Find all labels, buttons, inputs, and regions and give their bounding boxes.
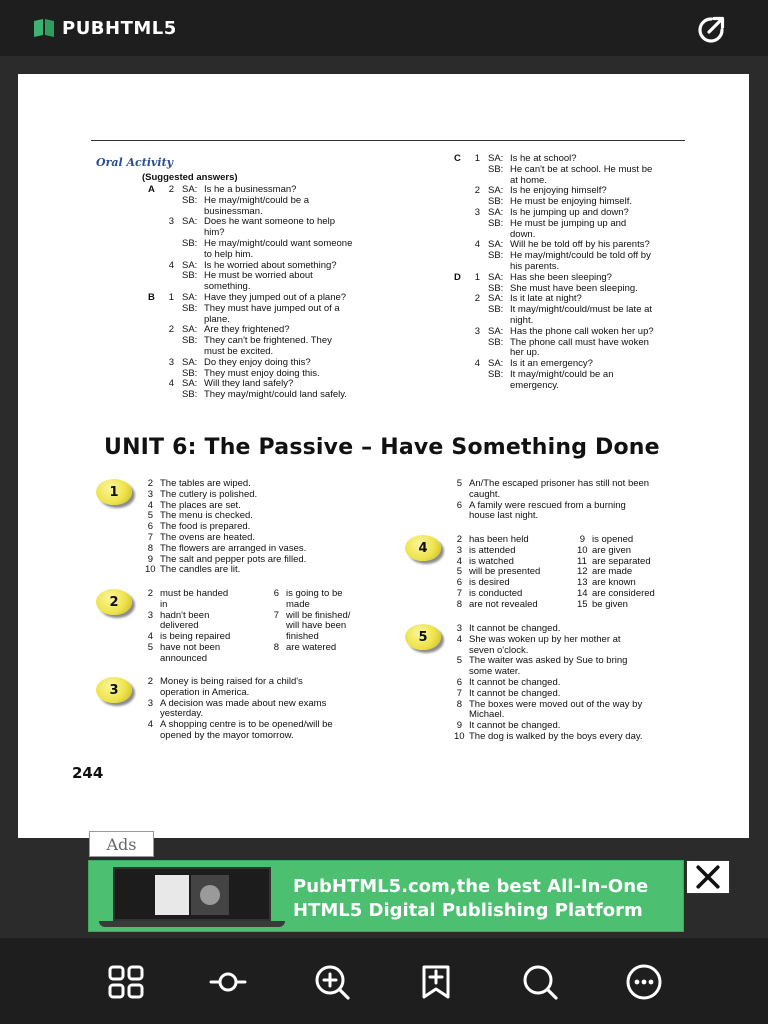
close-icon[interactable] <box>686 860 730 894</box>
oral-left-column <box>148 185 388 401</box>
answer-text: are considered <box>592 587 655 599</box>
speaker: SA: <box>182 216 198 228</box>
dialogue-text: emergency. <box>510 379 559 391</box>
answer-text: is conducted <box>469 587 523 599</box>
answer-text: is going to be <box>286 588 343 599</box>
answer-text: The boxes were moved out of the way by <box>469 698 643 710</box>
answer-text: will be presented <box>469 566 541 578</box>
bookmark-add-icon[interactable] <box>416 962 456 1002</box>
top-bar <box>0 0 768 56</box>
answer-line <box>454 635 704 646</box>
answer-text: opened by the mayor tomorrow. <box>160 729 294 741</box>
answer-number: 8 <box>273 641 279 653</box>
answer-text: will have been <box>286 620 347 632</box>
answer-text: It cannot be changed. <box>469 676 561 688</box>
dialogue-line <box>454 305 704 316</box>
dialogue-line <box>454 338 704 349</box>
dialogue-line <box>454 381 704 392</box>
dialogue-text: The phone call must have woken <box>510 336 649 348</box>
answer-text: is watched <box>469 555 514 567</box>
dialogue-text: at home. <box>510 174 547 186</box>
dialogue-text: Is he worried about something? <box>204 259 337 271</box>
dialogue-text: Is he enjoying himself? <box>510 185 607 197</box>
dialogue-text: He may/might/could be a <box>204 194 310 206</box>
answer-text: It cannot be changed. <box>469 687 561 699</box>
speaker: SA: <box>488 293 504 305</box>
dialogue-text: He must be jumping up and <box>510 217 627 229</box>
answer-number: 3 <box>147 697 153 709</box>
answer-text: is desired <box>469 577 510 589</box>
answer-text: are separated <box>592 555 651 567</box>
exercise-4-badge: 4 <box>405 535 441 561</box>
speaker: SA: <box>182 184 198 195</box>
answer-text: house last night. <box>469 510 539 522</box>
answer-text: The menu is checked. <box>160 510 253 522</box>
answer-text: has been held <box>469 534 529 545</box>
answer-text: will be finished/ <box>286 609 351 621</box>
answer-number: 5 <box>456 478 462 489</box>
answer-text: must be handed <box>160 588 229 599</box>
speaker: SB: <box>182 194 198 206</box>
dialogue-text: He may/might/could be told off by <box>510 250 651 262</box>
dialogue-text: He must be enjoying himself. <box>510 196 632 208</box>
answer-number: 13 <box>577 577 588 589</box>
answer-line <box>454 689 704 700</box>
answer-text: is being repaired <box>160 631 231 643</box>
item-number: 2 <box>474 185 480 197</box>
answer-text: are given <box>592 544 632 556</box>
answer-text: finished <box>286 631 319 643</box>
dialogue-text: Are they frightened? <box>204 324 290 336</box>
speaker: SB: <box>488 282 504 294</box>
item-number: 3 <box>474 206 480 218</box>
answer-number: 2 <box>147 588 153 599</box>
slider-icon[interactable] <box>208 962 248 1002</box>
answer-text: The candles are lit. <box>160 564 241 576</box>
section-letter: C <box>454 153 461 164</box>
answer-text: operation in America. <box>160 686 250 698</box>
dialogue-line <box>454 251 704 262</box>
answer-number: 9 <box>147 553 153 565</box>
answer-text: seven o'clock. <box>469 644 529 656</box>
speaker: SB: <box>182 302 198 314</box>
oral-activity-title: Oral Activity <box>96 156 174 169</box>
dialogue-text: Has the phone call woken her up? <box>510 325 654 337</box>
answer-number: 10 <box>577 544 588 556</box>
exercise-5-badge: 5 <box>405 624 441 650</box>
answer-number: 5 <box>147 641 153 653</box>
answer-line <box>454 490 704 501</box>
dialogue-text: down. <box>510 228 536 240</box>
answer-text: A family were rescued from a burning <box>469 499 626 511</box>
speaker: SA: <box>182 259 198 271</box>
speaker: SA: <box>488 185 504 197</box>
answer-text: The cutlery is polished. <box>160 488 258 500</box>
answer-text: caught. <box>469 488 501 500</box>
answer-text: Michael. <box>469 709 505 721</box>
exercise-1-continued <box>454 479 704 522</box>
dialogue-line <box>454 370 704 381</box>
dialogue-text: Is it late at night? <box>510 293 582 305</box>
speaker: SB: <box>182 237 198 249</box>
ad-line-1: PubHTML5.com,the best All-In-One <box>293 876 649 897</box>
answer-number: 2 <box>147 478 153 489</box>
bottom-toolbar <box>0 938 768 1024</box>
dialogue-text: night. <box>510 314 534 326</box>
answer-number: 5 <box>456 566 462 578</box>
dialogue-line <box>148 196 388 207</box>
answer-text: be given <box>592 598 628 610</box>
section-letter: A <box>148 184 155 195</box>
answer-number: 7 <box>456 687 462 699</box>
answer-number: 8 <box>147 542 153 554</box>
answer-number: 10 <box>145 564 156 576</box>
header-rule <box>91 140 685 141</box>
item-number: 3 <box>474 325 480 337</box>
laptop-image <box>99 867 285 929</box>
dialogue-line <box>148 239 388 250</box>
oral-right-column <box>454 154 704 392</box>
item-number: 1 <box>474 271 480 283</box>
answer-text: The places are set. <box>160 499 241 511</box>
speaker: SB: <box>488 250 504 262</box>
answer-text: delivered <box>160 620 199 632</box>
answer-text: are watered <box>286 641 337 653</box>
dialogue-line <box>454 219 704 230</box>
answer-number: 4 <box>147 631 153 643</box>
answer-number: 14 <box>577 587 588 599</box>
answer-text: hadn't been <box>160 609 210 621</box>
more-icon[interactable] <box>624 962 664 1002</box>
answer-number: 11 <box>577 555 587 567</box>
dialogue-line <box>454 273 704 284</box>
ads-label: Ads <box>89 831 154 857</box>
answer-text: are not revealed <box>469 598 538 610</box>
section-letter: B <box>148 291 155 303</box>
answer-line <box>454 546 574 557</box>
answer-number: 5 <box>147 510 153 522</box>
ad-banner[interactable] <box>88 860 684 932</box>
section-letter: D <box>454 271 461 283</box>
answer-text: A decision was made about new exams <box>160 697 327 709</box>
answer-line <box>145 490 375 501</box>
answer-text: The ovens are heated. <box>160 531 256 543</box>
dialogue-text: They must have jumped out of a <box>204 302 340 314</box>
exercise-5-answers <box>454 624 704 743</box>
answer-line <box>454 600 574 611</box>
speaker: SB: <box>182 270 198 282</box>
dialogue-text: must be excited. <box>204 345 274 357</box>
zoom-in-icon[interactable] <box>312 962 352 1002</box>
dialogue-text: They may/might/could land safely. <box>204 389 347 401</box>
answer-number: 7 <box>273 609 279 621</box>
answer-text: The flowers are arranged in vases. <box>160 542 307 554</box>
answer-text: are made <box>592 566 633 578</box>
answer-line <box>145 544 375 555</box>
answer-text: made <box>286 598 310 610</box>
answer-number: 10 <box>454 730 465 742</box>
answer-number: 3 <box>456 544 462 556</box>
answer-text: A shopping centre is to be opened/will be <box>160 719 333 731</box>
ad-text <box>293 875 648 923</box>
exercise-3-badge: 3 <box>96 677 132 703</box>
answer-number: 5 <box>456 655 462 667</box>
answer-line <box>271 600 381 611</box>
answer-number: 3 <box>147 609 153 621</box>
answer-number: 6 <box>456 577 462 589</box>
dialogue-line <box>148 358 388 369</box>
speaker: SB: <box>488 196 504 208</box>
answer-text: some water. <box>469 666 521 678</box>
answer-number: 3 <box>147 488 153 500</box>
item-number: 2 <box>168 324 174 336</box>
answer-text: The salt and pepper pots are filled. <box>160 553 307 565</box>
dialogue-text: something. <box>204 281 251 293</box>
speaker: SA: <box>182 291 198 303</box>
answer-number: 8 <box>456 598 462 610</box>
dialogue-text: He can't be at school. He must be <box>510 163 653 175</box>
speaker: SB: <box>182 335 198 347</box>
item-number: 4 <box>168 259 174 271</box>
item-number: 3 <box>168 216 174 228</box>
dialogue-text: Have they jumped out of a plane? <box>204 291 347 303</box>
answer-line <box>577 600 697 611</box>
exercise-2-answers-a <box>145 589 255 665</box>
exercise-2-answers-b <box>271 589 381 654</box>
exercise-4-answers-b <box>577 535 697 611</box>
answer-number: 3 <box>456 623 462 634</box>
answer-text: is attended <box>469 544 516 556</box>
answer-number: 2 <box>456 534 462 545</box>
dialogue-text: Is he a businessman? <box>204 184 297 195</box>
dialogue-text: plane. <box>204 313 230 325</box>
speaker: SA: <box>182 378 198 390</box>
search-icon[interactable] <box>520 962 560 1002</box>
dialogue-text: Will they land safely? <box>204 378 294 390</box>
answer-line <box>454 732 704 743</box>
item-number: 4 <box>474 239 480 251</box>
grid-icon[interactable] <box>106 962 146 1002</box>
speaker: SB: <box>182 367 198 379</box>
answer-text: It cannot be changed. <box>469 720 561 732</box>
answer-text: The food is prepared. <box>160 521 251 533</box>
answer-line <box>145 654 255 665</box>
dialogue-text: They can't be frightened. They <box>204 335 332 347</box>
speaker: SA: <box>488 206 504 218</box>
dialogue-text: He may/might/could want someone <box>204 237 353 249</box>
speaker: SB: <box>488 304 504 316</box>
answer-number: 6 <box>147 521 153 533</box>
share-icon[interactable] <box>692 11 730 49</box>
suggested-answers-label: (Suggested answers) <box>142 172 238 183</box>
dialogue-text: Do they enjoy doing this? <box>204 356 311 368</box>
answer-number: 4 <box>147 719 153 731</box>
dialogue-text: him? <box>204 227 225 239</box>
answer-text: An/The escaped prisoner has still not been <box>469 478 650 489</box>
speaker: SB: <box>488 163 504 175</box>
answer-number: 6 <box>456 676 462 688</box>
answer-line <box>145 565 375 576</box>
answer-number: 6 <box>456 499 462 511</box>
speaker: SA: <box>182 356 198 368</box>
dialogue-text: It may/might/could/must be late at <box>510 304 653 316</box>
dialogue-line <box>454 165 704 176</box>
dialogue-text: She must have been sleeping. <box>510 282 638 294</box>
answer-text: yesterday. <box>160 708 204 720</box>
dialogue-text: Will he be told off by his parents? <box>510 239 650 251</box>
dialogue-text: Has she been sleeping? <box>510 271 612 283</box>
speaker: SB: <box>182 389 198 401</box>
answer-number: 4 <box>147 499 153 511</box>
dialogue-text: It may/might/could be an <box>510 368 614 380</box>
pubhtml5-logo[interactable] <box>34 17 177 39</box>
item-number: 4 <box>474 358 480 370</box>
dialogue-text: He must be worried about <box>204 270 313 282</box>
item-number: 2 <box>474 293 480 305</box>
answer-number: 2 <box>147 676 153 687</box>
dialogue-line <box>454 327 704 338</box>
answer-line <box>577 546 697 557</box>
dialogue-text: Does he want someone to help <box>204 216 335 228</box>
answer-text: Money is being raised for a child's <box>160 676 303 687</box>
dialogue-text: Is it an emergency? <box>510 358 593 370</box>
dialogue-text: his parents. <box>510 260 560 272</box>
answer-text: have not been <box>160 641 221 653</box>
answer-line <box>454 511 704 522</box>
exercise-4-answers-a <box>454 535 574 611</box>
exercise-1-answers <box>145 479 375 576</box>
answer-text: It cannot be changed. <box>469 623 561 634</box>
dialogue-text: Is he jumping up and down? <box>510 206 629 218</box>
answer-text: announced <box>160 652 208 664</box>
answer-number: 9 <box>579 534 585 545</box>
answer-line <box>271 643 381 654</box>
exercise-1-badge: 1 <box>96 479 132 505</box>
answer-text: The waiter was asked by Sue to bring <box>469 655 628 667</box>
dialogue-line <box>148 390 388 401</box>
speaker: SB: <box>488 368 504 380</box>
dialogue-text: They must enjoy doing this. <box>204 367 320 379</box>
answer-text: The tables are wiped. <box>160 478 251 489</box>
exercise-3-answers <box>145 677 385 742</box>
page-number: 244 <box>72 764 104 782</box>
speaker: SA: <box>488 325 504 337</box>
item-number: 2 <box>168 184 174 195</box>
dialogue-text: businessman. <box>204 205 263 217</box>
book-logo-icon <box>34 18 56 38</box>
speaker: SA: <box>488 153 504 164</box>
dialogue-line <box>148 250 388 261</box>
answer-number: 15 <box>577 598 588 610</box>
dialogue-text: to help him. <box>204 248 254 260</box>
answer-text: are known <box>592 577 636 589</box>
answer-number: 7 <box>456 587 462 599</box>
answer-line <box>145 600 255 611</box>
answer-number: 9 <box>456 720 462 732</box>
speaker: SA: <box>488 239 504 251</box>
speaker: SA: <box>182 324 198 336</box>
speaker: SB: <box>488 336 504 348</box>
item-number: 1 <box>474 153 480 164</box>
dialogue-line <box>148 217 388 228</box>
speaker: SB: <box>488 217 504 229</box>
speaker: SA: <box>488 358 504 370</box>
answer-number: 6 <box>273 588 279 599</box>
item-number: 4 <box>168 378 174 390</box>
answer-line <box>145 731 385 742</box>
answer-number: 7 <box>147 531 153 543</box>
dialogue-text: her up. <box>510 347 540 359</box>
book-page <box>18 74 749 838</box>
answer-number: 8 <box>456 698 462 710</box>
exercise-2-badge: 2 <box>96 589 132 615</box>
dialogue-text: Is he at school? <box>510 153 577 164</box>
unit-title: UNIT 6: The Passive – Have Something Done <box>104 435 660 460</box>
answer-number: 4 <box>456 633 462 645</box>
answer-text: is opened <box>592 534 634 545</box>
brand-name: PUBHTML5 <box>62 17 177 39</box>
speaker: SA: <box>488 271 504 283</box>
item-number: 1 <box>168 291 174 303</box>
dialogue-line <box>148 271 388 282</box>
ad-line-2: HTML5 Digital Publishing Platform <box>293 900 643 921</box>
answer-number: 12 <box>577 566 588 578</box>
dialogue-line <box>148 304 388 315</box>
answer-text: in <box>160 598 168 610</box>
answer-text: The dog is walked by the boys every day. <box>469 730 643 742</box>
answer-number: 4 <box>456 555 462 567</box>
answer-text: She was woken up by her mother at <box>469 633 621 645</box>
item-number: 3 <box>168 356 174 368</box>
answer-line <box>145 688 385 699</box>
